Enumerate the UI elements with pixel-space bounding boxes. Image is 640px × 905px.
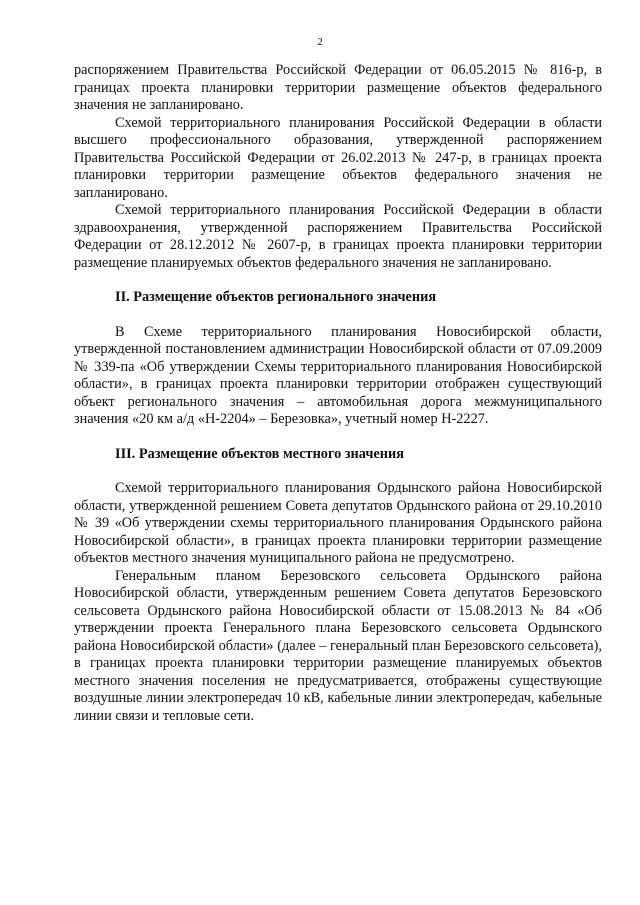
paragraph-regional: В Схеме территориального планирования Новосибирской области, утвержденной постановлением администрации Новосибирской области от 07.09.2009 № 339-па «Об утверждении Схемы территориального планирования Новосибирской области», в границах проекта планировки территории отображен существующий объект регионального значения – автомобильная дорога межмуниципального значения «20 км а/д «Н-2204» – Березовка», учетный номер Н-2227. [74, 323, 602, 427]
section-heading-local: III. Размещение объектов местного значения [115, 445, 404, 462]
paragraph-local-general-plan: Генеральным планом Березовского сельсовета Ордынского района Новосибирской области, утвержденным решением Совета депутатов Березовского сельсовета Ордынского района Новосибирской области от 15.08.2013 № 84 «Об утверждении проекта Генерального плана Березовского сельсовета Ордынского района Новосибирской области» (далее – генеральный план Березовского сельсовета), в границах проекта планировки территории размещение планируемых объектов местного значения поселения не предусматривается, отображены существующие воздушные линии электропередач 10 кВ, кабельные линии электропередач, кабельные линии связи и тепловые сети. [74, 567, 602, 724]
paragraph-federal-continued: распоряжением Правительства Российской Федерации от 06.05.2015 № 816-р, в границах проекта планировки территории размещение объектов федерального значения не запланировано. [74, 62, 602, 113]
page-number: 2 [317, 36, 323, 48]
section-heading-regional: II. Размещение объектов регионального значения [115, 289, 437, 305]
paragraph-local-district: Схемой территориального планирования Ордынского района Новосибирской области, утвержденной решением Совета депутатов Ордынского района от 29.10.2010 № 39 «Об утверждении схемы территориального планирования Ордынского района Новосибирской области», в границах проекта планировки территории размещение объектов местного значения муниципального района не предусмотрено. [74, 480, 602, 566]
paragraph-federal-healthcare: Схемой территориального планирования Российской Федерации в области здравоохранения, утвержденной распоряжением Правительства Российской Федерации от 28.12.2012 № 2607-р, в границах проекта планировки территории размещение планируемых объектов федерального значения не запланировано. [74, 202, 602, 271]
paragraph-federal-education: Схемой территориального планирования Российской Федерации в области высшего профессионального образования, утвержденной распоряжением Правительства Российской Федерации от 26.02.2013 № 247-р, в границах проекта планировки территории размещение объектов федерального значения не запланировано. [74, 114, 602, 201]
